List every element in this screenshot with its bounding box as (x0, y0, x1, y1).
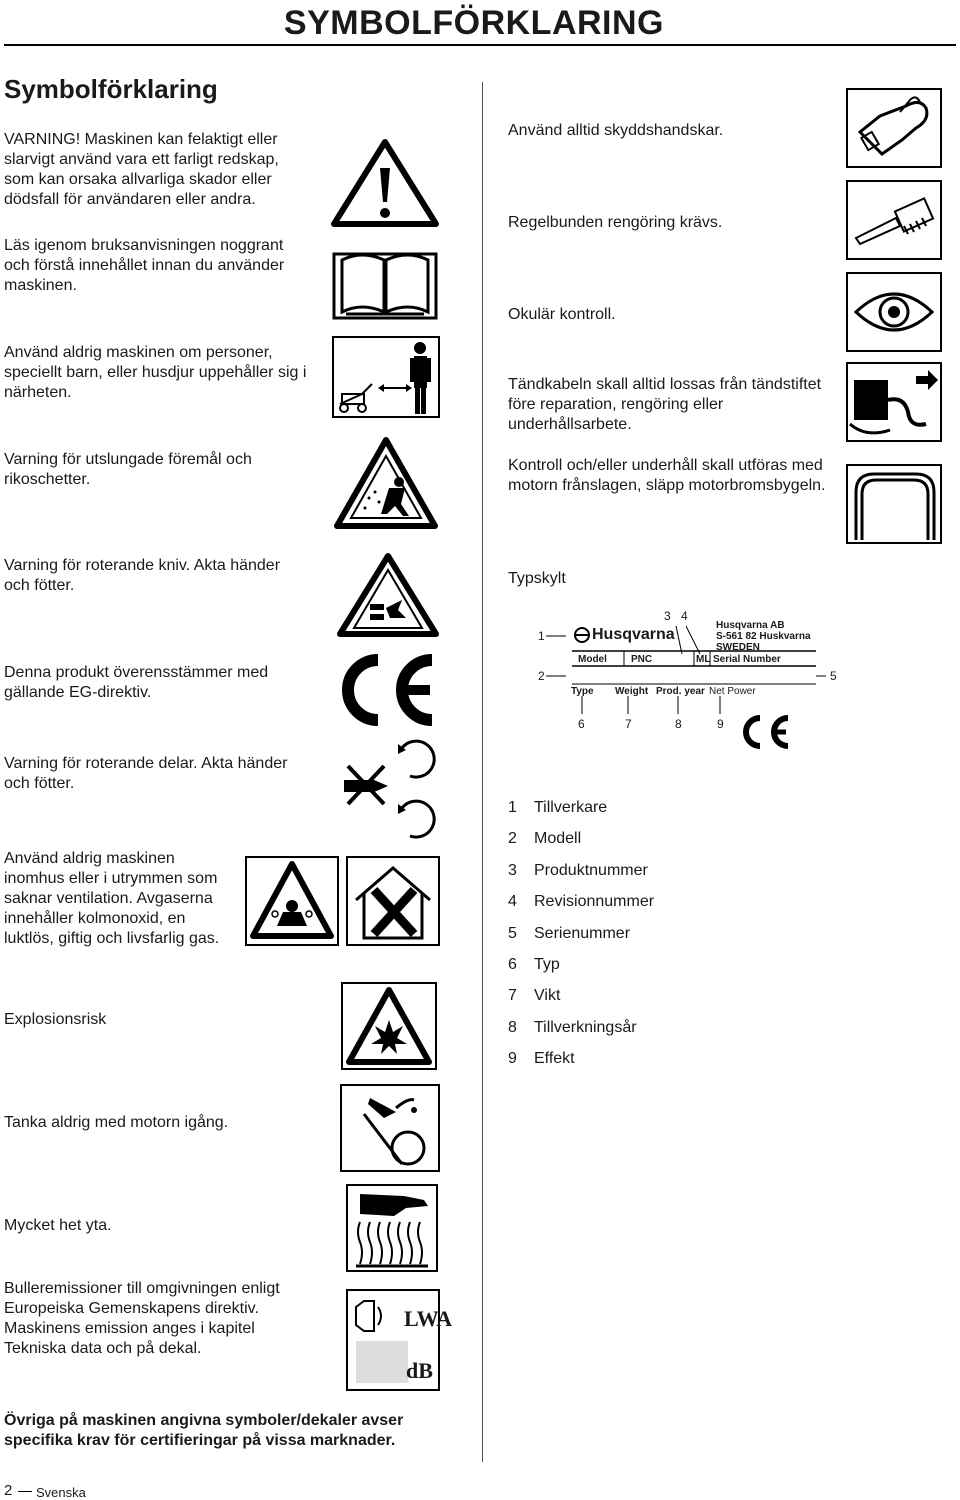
rotating-knife-icon (336, 552, 440, 638)
type-plate-diagram (520, 600, 850, 770)
plate-callout-8: 8 (675, 717, 682, 731)
plate-serial-label: Serial Number (713, 654, 781, 665)
footer-language: Svenska (36, 1485, 86, 1500)
rotating-parts-icon (340, 744, 440, 840)
explosion-icon (341, 982, 437, 1070)
ce-conformity-text: Denna produkt överensstämmer med gällande EG-direktiv. (4, 664, 269, 701)
no-indoor-text: Använd aldrig maskinen inomhus eller i utrymmen som saknar ventilation. Avgaserna innehåller kolmonoxid, en luktlös, giftig och livsfarlig gas. (4, 850, 220, 947)
other-symbols-text: Övriga på maskinen angivna symboler/dekaler avser specifika krav för certifieringar på vissa marknader. (4, 1412, 404, 1449)
plate-company: Husqvarna AB (716, 620, 785, 631)
engine-off-text: Kontroll och/eller underhåll skall utföras med motorn frånslagen, släpp motorbromsbygeln. (508, 457, 826, 494)
toxic-gas-icon (245, 856, 339, 946)
plate-prod-year-label: Prod. year (656, 686, 705, 697)
no-indoor-icon (346, 856, 440, 946)
rotating-parts-text: Varning för roterande delar. Akta händer och fötter. (4, 755, 288, 792)
manual-book-icon (332, 244, 438, 320)
no-refuel-text: Tanka aldrig med motorn igång. (4, 1114, 229, 1131)
hot-surface-text: Mycket het yta. (4, 1217, 112, 1234)
gloves-icon (846, 88, 942, 168)
legend-item: 1 Tillverkare (508, 799, 608, 816)
plate-callout-6: 6 (578, 717, 585, 731)
noise-lwa-label: LWA (404, 1306, 453, 1331)
plate-net-power-label: Net Power (709, 686, 756, 697)
plate-country: SWEDEN (716, 642, 760, 653)
footer-dash (18, 1491, 32, 1492)
section-title: Symbolförklaring (4, 74, 218, 104)
legend-item: 5 Serienummer (508, 925, 631, 942)
plate-weight-label: Weight (615, 686, 649, 697)
thrown-objects-icon (333, 436, 439, 532)
plate-ml-label: ML (696, 654, 711, 665)
hot-surface-icon (346, 1184, 438, 1272)
warning-text: VARNING! Maskinen kan felaktigt eller slarvigt använd vara ett farligt redskap, som kan orsaka allvarliga skador eller dödsfall för användaren eller andra. (4, 131, 279, 208)
visual-check-text: Okulär kontroll. (508, 306, 616, 323)
plate-callout-3: 3 (664, 609, 671, 623)
read-manual-text: Läs igenom bruksanvisningen noggrant och förstå innehållet innan du använder maskinen. (4, 237, 285, 294)
eye-icon (846, 272, 942, 352)
warning-triangle-icon (330, 138, 440, 228)
ce-mark-icon (326, 650, 442, 730)
legend-item: 8 Tillverkningsår (508, 1019, 637, 1036)
plate-address: S-561 82 Huskvarna (716, 631, 811, 642)
plate-callout-1: 1 (538, 629, 545, 643)
plate-callout-5: 5 (830, 669, 837, 683)
plate-type-label: Type (571, 686, 594, 697)
spark-plug-text: Tändkabeln skall alltid lossas från tändstiftet före reparation, rengöring eller underhållsarbete. (508, 376, 822, 433)
plate-brand: Husqvarna (592, 626, 675, 643)
plate-callout-9: 9 (717, 717, 724, 731)
spark-plug-icon (846, 362, 942, 442)
noise-db-label: dB (406, 1358, 433, 1383)
type-plate-title: Typskylt (508, 570, 566, 587)
explosion-text: Explosionsrisk (4, 1011, 107, 1028)
header-rule (4, 44, 956, 46)
footer-page-number: 2 (4, 1482, 13, 1499)
rotating-knife-text: Varning för roterande kniv. Akta händer och fötter. (4, 557, 281, 594)
legend-item: 9 Effekt (508, 1050, 575, 1067)
cleaning-brush-icon (846, 180, 942, 260)
legend-item: 2 Modell (508, 830, 582, 847)
column-divider (482, 82, 483, 1462)
plate-model-label: Model (578, 654, 607, 665)
no-refuel-icon (340, 1084, 440, 1172)
thrown-objects-text: Varning för utslungade föremål och rikoschetter. (4, 451, 252, 488)
plate-callout-2: 2 (538, 669, 545, 683)
legend-item: 7 Vikt (508, 987, 561, 1004)
noise-text: Bulleremissioner till omgivningen enligt Europeiska Gemenskapens direktiv. Maskinens emission anges i kapitel Tekniska data och på dekal. (4, 1280, 280, 1357)
legend-item: 6 Typ (508, 956, 560, 973)
legend-item: 4 Revisionnummer (508, 893, 655, 910)
plate-callout-4: 4 (681, 609, 688, 623)
page-header-title: SYMBOLFÖRKLARING (283, 4, 664, 42)
plate-callout-7: 7 (625, 717, 632, 731)
gloves-text: Använd alltid skyddshandskar. (508, 122, 724, 139)
legend-item: 3 Produktnummer (508, 862, 648, 879)
brake-bail-icon (846, 464, 942, 544)
cleaning-text: Regelbunden rengöring krävs. (508, 214, 723, 231)
keep-distance-icon (332, 336, 440, 418)
plate-pnc-label: PNC (631, 654, 653, 665)
never-near-people-text: Använd aldrig maskinen om personer, speciellt barn, eller husdjur uppehåller sig i närheten. (4, 344, 307, 401)
